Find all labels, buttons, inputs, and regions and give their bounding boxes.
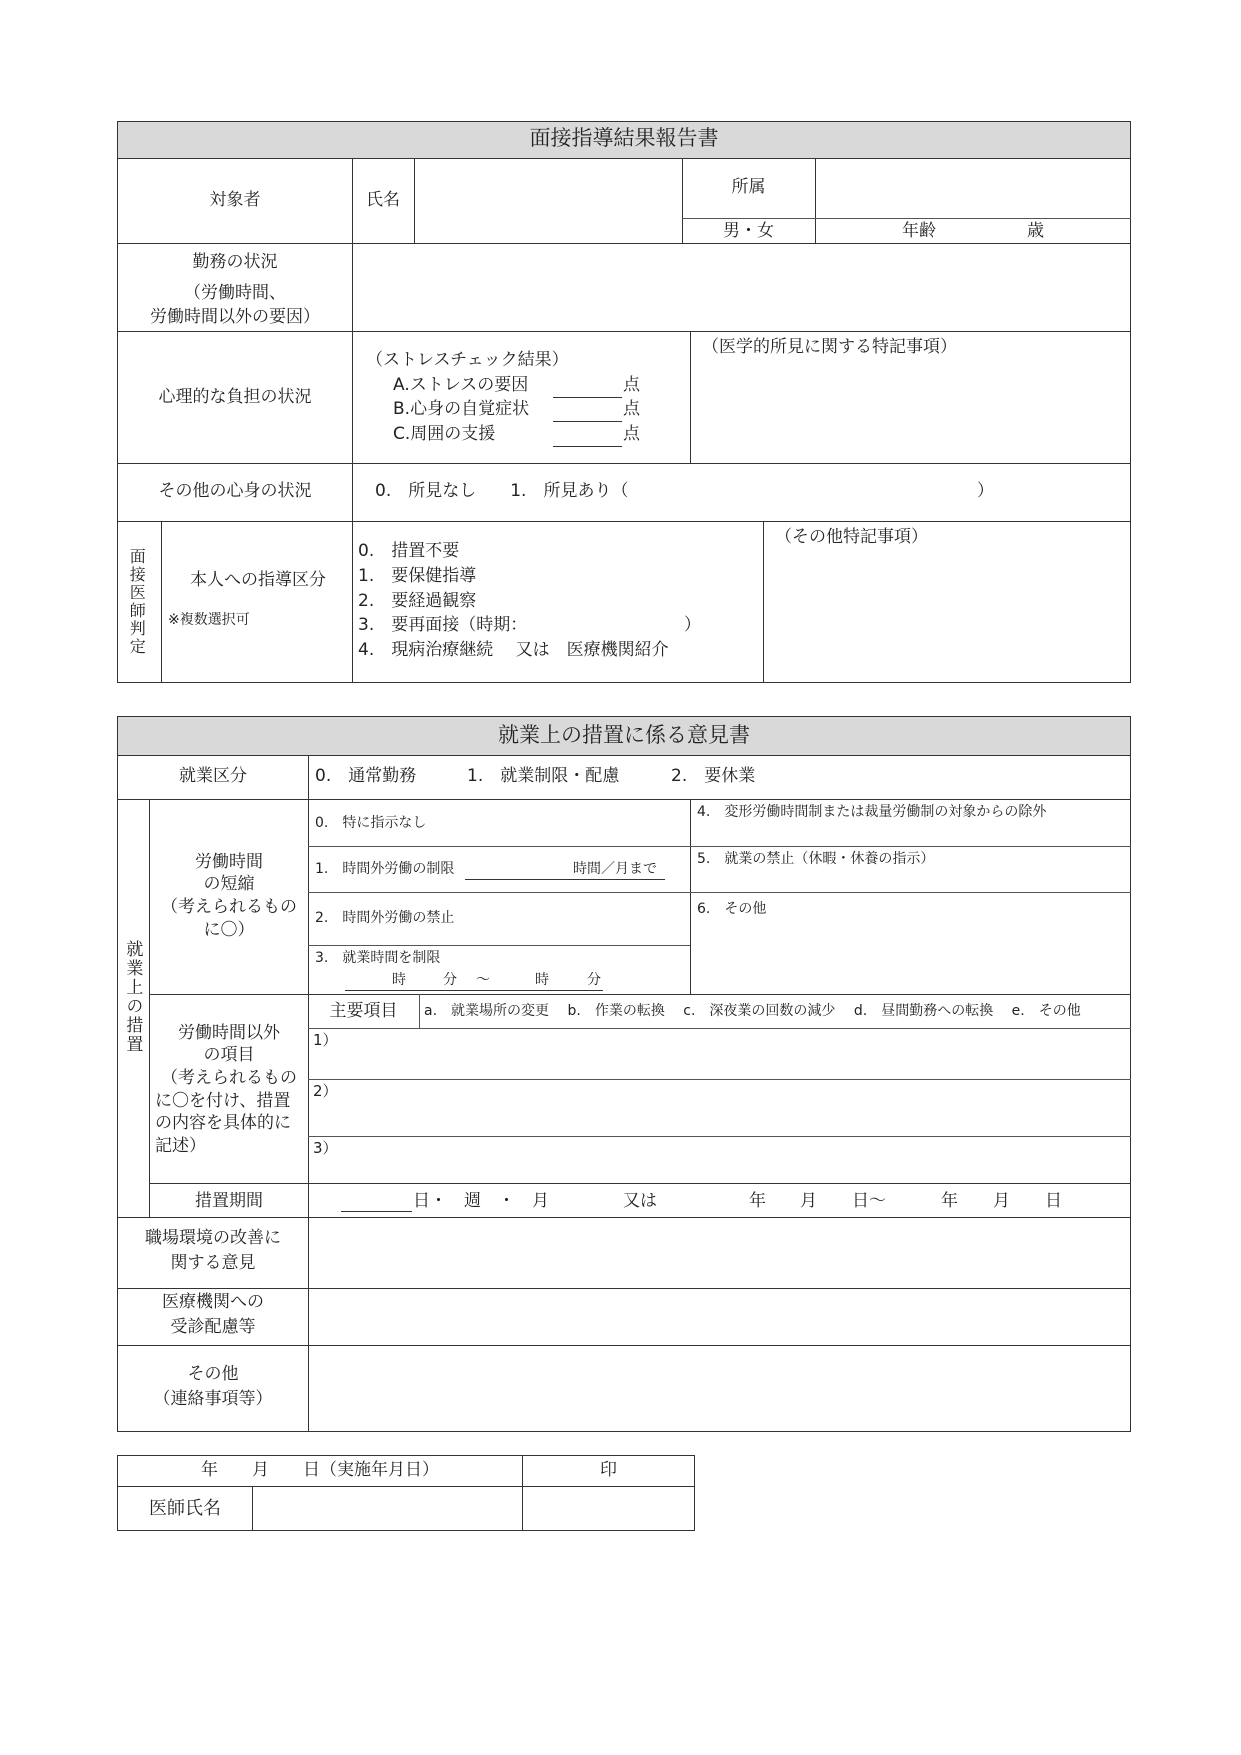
judgment-vertical-label: 面接医師判定: [127, 548, 147, 656]
employment-option-0[interactable]: 0. 通常勤務: [315, 766, 417, 786]
multi-select-note: ※複数選択可: [168, 612, 250, 628]
hours-label-3: （考えられるもの: [161, 897, 297, 917]
subject-label: 対象者: [209, 190, 261, 210]
stress-item-c: C.周囲の支援: [393, 424, 496, 444]
hours-option-3[interactable]: 3. 就業時間を制限: [315, 950, 441, 966]
period-unit-options[interactable]: 日・ 週 ・ 月: [413, 1191, 549, 1211]
hours-option-2[interactable]: 2. 時間外労働の禁止: [315, 910, 455, 926]
period-end-year: 年: [941, 1191, 958, 1211]
work-status-line3: 労働時間以外の要因）: [150, 307, 320, 327]
name-field[interactable]: [416, 160, 680, 242]
medical-findings-label: （医学的所見に関する特記事項）: [702, 337, 957, 357]
workplace-label-2: 関する意見: [170, 1253, 256, 1273]
sex-selector[interactable]: 男・女: [723, 221, 774, 241]
medical-field[interactable]: [310, 1290, 1129, 1344]
period-start-day: 日～: [852, 1191, 886, 1211]
hours-option-6[interactable]: 6. その他: [697, 901, 767, 917]
main-items-label: 主要項目: [329, 1001, 398, 1021]
hours-label-1: 労働時間: [195, 852, 263, 872]
other-notes-field[interactable]: [765, 550, 1129, 681]
opinion-title: 就業上の措置に係る意見書: [498, 723, 750, 747]
hours-option-0[interactable]: 0. 特に指示なし: [315, 815, 427, 831]
guidance-option-3-close: ）: [684, 615, 701, 635]
work-status-line2: （労働時間、: [184, 283, 286, 303]
time-minute-end: 分: [587, 972, 601, 988]
measure-item-1-field[interactable]: [336, 1030, 1129, 1078]
non-hours-label-5: の内容を具体的に: [155, 1113, 291, 1133]
stress-check-title: （ストレスチェック結果）: [366, 350, 569, 370]
work-status-line1: 勤務の状況: [192, 252, 278, 272]
item-number-1: 1）: [313, 1031, 338, 1049]
employment-category-label: 就業区分: [179, 766, 247, 786]
other-condition-close-paren: ）: [977, 481, 994, 501]
other-condition-options[interactable]: 0. 所見なし 1. 所見あり（: [375, 481, 629, 501]
item-number-3: 3）: [313, 1139, 338, 1157]
hours-label-4: に〇）: [203, 920, 255, 940]
period-start-year: 年: [749, 1191, 766, 1211]
non-hours-label-4: に〇を付け、措置: [155, 1091, 291, 1111]
other-label-1: その他: [187, 1364, 239, 1384]
measure-item-3-field[interactable]: [336, 1138, 1129, 1182]
seal-label: 印: [600, 1460, 617, 1480]
period-end-day: 日: [1045, 1191, 1062, 1211]
date-label: 年 月 日（実施年月日）: [201, 1460, 439, 1480]
main-items-list[interactable]: a. 就業場所の変更 b. 作業の転換 c. 深夜業の回数の減少 d. 昼間勤務への転換 e. その他: [424, 1003, 1081, 1019]
age-unit: 歳: [1027, 221, 1044, 241]
work-hours-limit-field[interactable]: [345, 990, 603, 991]
time-hour-end: 時: [535, 972, 549, 988]
seal-field[interactable]: [524, 1488, 693, 1529]
workplace-label-1: 職場環境の改善に: [145, 1228, 281, 1248]
non-hours-label-2: の項目: [203, 1045, 255, 1065]
guidance-option-3[interactable]: 3. 要再面接（時期：: [358, 615, 528, 635]
other-condition-label: その他の心身の状況: [158, 481, 312, 501]
stress-b-score-field[interactable]: [553, 421, 622, 422]
doctor-name-field[interactable]: [254, 1488, 520, 1529]
medical-label-1: 医療機関への: [162, 1292, 264, 1312]
non-hours-label-3: （考えられるもの: [161, 1068, 297, 1088]
psych-label: 心理的な負担の状況: [158, 387, 312, 407]
measure-item-2-field[interactable]: [336, 1081, 1129, 1135]
stress-a-score-field[interactable]: [553, 397, 622, 398]
report-title: 面接指導結果報告書: [529, 126, 719, 150]
stress-c-score-field[interactable]: [553, 446, 622, 447]
other-notes-label: （その他特記事項）: [775, 527, 928, 547]
point-unit-c: 点: [623, 424, 640, 444]
period-start-month: 月: [800, 1191, 817, 1211]
guidance-label: 本人への指導区分: [190, 570, 326, 590]
time-minute-start: 分: [443, 972, 457, 988]
affiliation-label: 所属: [731, 177, 766, 197]
other-field[interactable]: [310, 1347, 1129, 1430]
stress-item-b: B.心身の自覚症状: [393, 399, 530, 419]
item-number-2: 2）: [313, 1082, 338, 1100]
non-hours-label-6: 記述）: [155, 1136, 206, 1156]
guidance-option-2[interactable]: 2. 要経過観察: [358, 591, 477, 611]
doctor-name-label: 医師氏名: [149, 1498, 221, 1519]
stress-item-a: A.ストレスの要因: [393, 375, 529, 395]
period-count-field[interactable]: [341, 1211, 412, 1212]
overtime-limit-field[interactable]: [465, 879, 665, 880]
point-unit-a: 点: [623, 375, 640, 395]
guidance-option-0[interactable]: 0. 措置不要: [358, 541, 460, 561]
period-or: 又は: [623, 1191, 657, 1211]
point-unit-b: 点: [623, 399, 640, 419]
employment-option-2[interactable]: 2. 要休業: [671, 766, 756, 786]
time-tilde: ～: [476, 972, 490, 988]
hours-label-2: の短縮: [203, 874, 255, 894]
hours-option-4[interactable]: 4. 変形労働時間制または裁量労働制の対象からの除外: [697, 804, 1047, 820]
period-label: 措置期間: [195, 1191, 263, 1211]
age-label: 年齢: [902, 221, 936, 241]
non-hours-label-1: 労働時間以外: [178, 1023, 280, 1043]
period-end-month: 月: [993, 1191, 1010, 1211]
hours-option-1-unit: 時間／月まで: [573, 861, 657, 877]
hours-option-5[interactable]: 5. 就業の禁止（休暇・休養の指示）: [697, 851, 935, 867]
medical-label-2: 受診配慮等: [170, 1317, 256, 1337]
affiliation-field[interactable]: [817, 160, 1129, 216]
medical-findings-field[interactable]: [692, 360, 1129, 462]
measures-vertical-label: 就業上の措置: [122, 940, 143, 1054]
other-label-2: （連絡事項等）: [153, 1389, 273, 1409]
guidance-option-4[interactable]: 4. 現病治療継続 又は 医療機関紹介: [358, 640, 669, 660]
hours-option-1[interactable]: 1. 時間外労働の制限: [315, 861, 455, 877]
name-label: 氏名: [366, 190, 400, 210]
employment-option-1[interactable]: 1. 就業制限・配慮: [467, 766, 620, 786]
workplace-field[interactable]: [310, 1219, 1129, 1286]
time-hour-start: 時: [392, 972, 406, 988]
guidance-option-1[interactable]: 1. 要保健指導: [358, 566, 477, 586]
work-status-field[interactable]: [354, 245, 1129, 330]
